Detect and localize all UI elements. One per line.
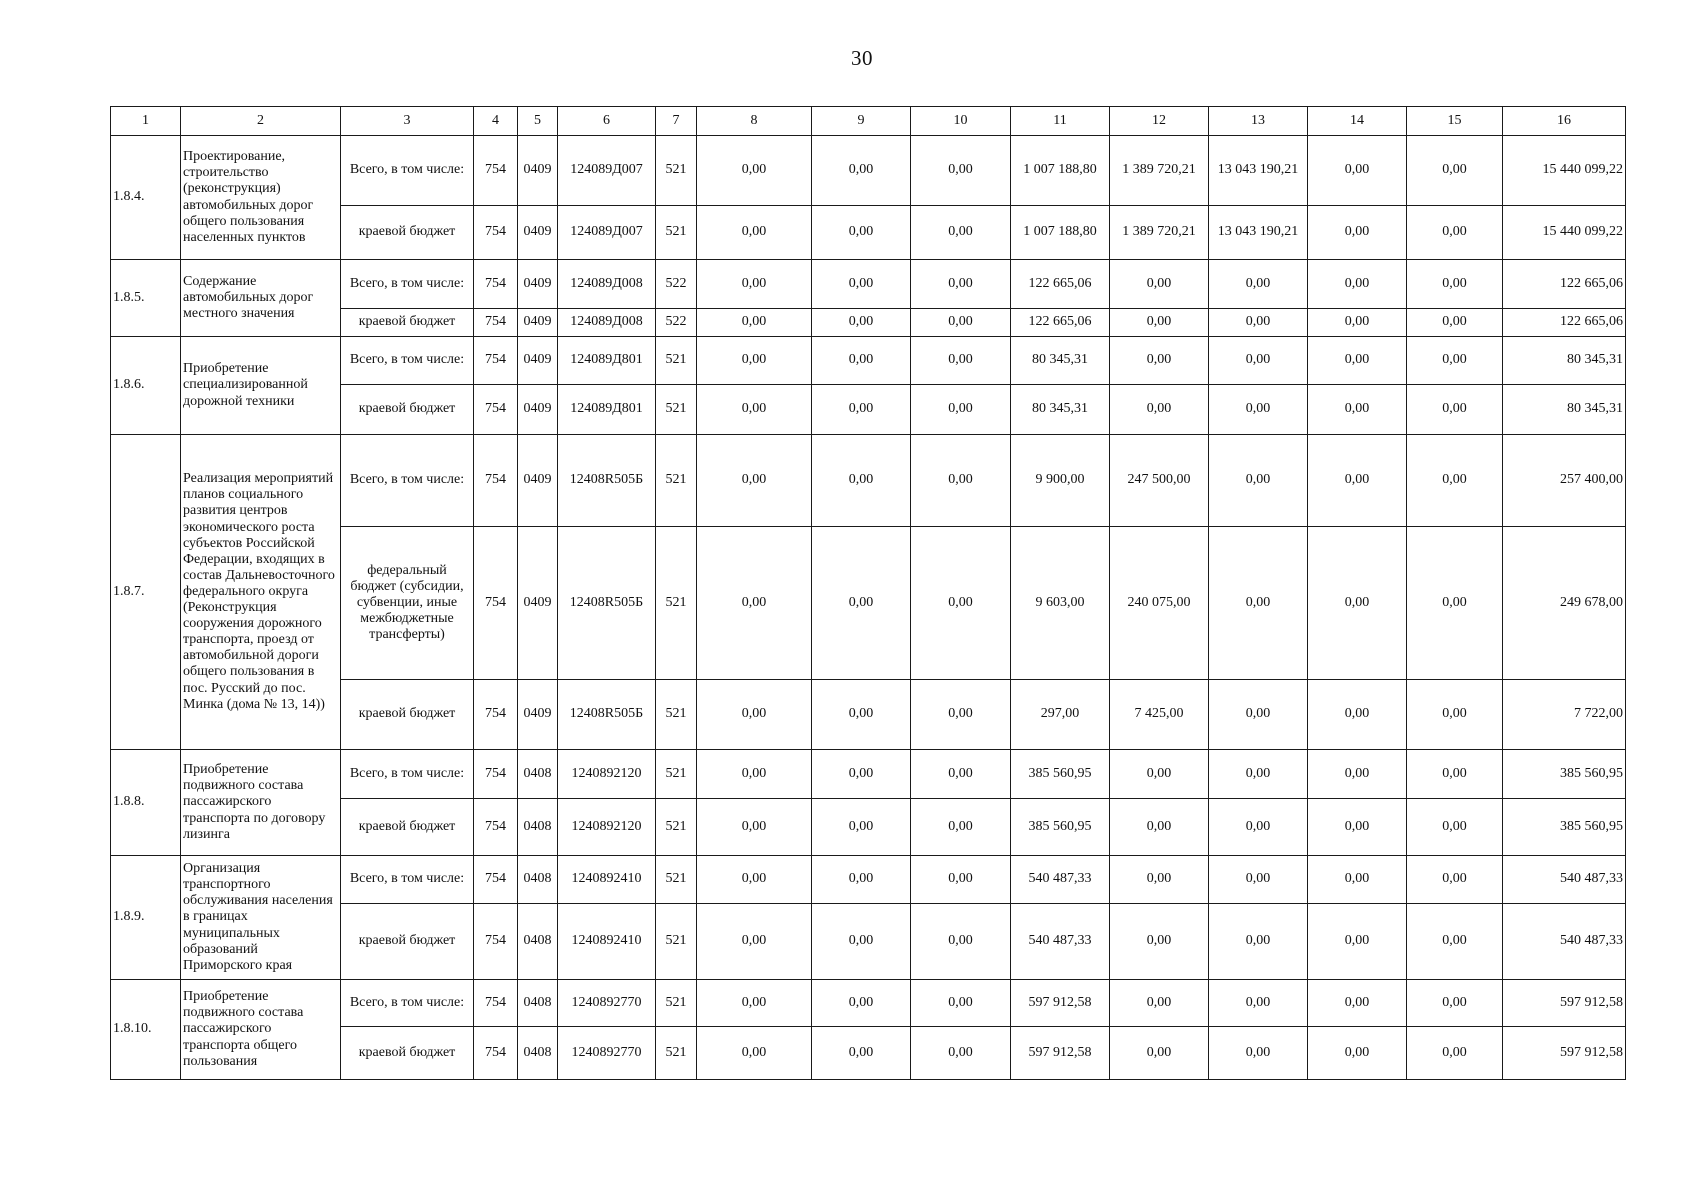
cell-c6: 12408R505Б — [558, 435, 656, 527]
cell-c13: 0,00 — [1209, 260, 1308, 309]
cell-c16: 385 560,95 — [1503, 799, 1626, 856]
cell-c8: 0,00 — [697, 136, 812, 206]
item-name: Приобретение специализированной дорожной техники — [181, 337, 341, 435]
cell-c10: 0,00 — [911, 680, 1011, 750]
cell-c7: 521 — [656, 904, 697, 980]
cell-c4: 754 — [474, 435, 518, 527]
item-number: 1.8.7. — [111, 435, 181, 750]
cell-c11: 80 345,31 — [1011, 337, 1110, 385]
cell-c14: 0,00 — [1308, 136, 1407, 206]
cell-c7: 521 — [656, 1027, 697, 1080]
page-number: 30 — [851, 46, 873, 70]
cell-c10: 0,00 — [911, 309, 1011, 337]
cell-c14: 0,00 — [1308, 680, 1407, 750]
table-row — [111, 750, 1626, 799]
cell-c8: 0,00 — [697, 309, 812, 337]
cell-c7: 521 — [656, 337, 697, 385]
item-name: Приобретение подвижного состава пассажирского транспорта общего пользования — [181, 980, 341, 1080]
cell-c15: 0,00 — [1407, 856, 1503, 904]
cell-c16: 15 440 099,22 — [1503, 136, 1626, 206]
column-header: 5 — [518, 107, 558, 136]
cell-c4: 754 — [474, 904, 518, 980]
cell-c13: 0,00 — [1209, 904, 1308, 980]
cell-c4: 754 — [474, 1027, 518, 1080]
cell-c10: 0,00 — [911, 750, 1011, 799]
cell-c5: 0408 — [518, 799, 558, 856]
cell-c4: 754 — [474, 980, 518, 1027]
cell-c7: 521 — [656, 385, 697, 435]
cell-c5: 0409 — [518, 680, 558, 750]
cell-c9: 0,00 — [812, 527, 911, 680]
cell-c7: 521 — [656, 435, 697, 527]
cell-c12: 247 500,00 — [1110, 435, 1209, 527]
funding-source: Всего, в том числе: — [341, 435, 474, 527]
cell-c6: 1240892770 — [558, 1027, 656, 1080]
cell-c11: 597 912,58 — [1011, 980, 1110, 1027]
funding-source: краевой бюджет — [341, 206, 474, 260]
cell-c15: 0,00 — [1407, 904, 1503, 980]
cell-c15: 0,00 — [1407, 435, 1503, 527]
cell-c8: 0,00 — [697, 799, 812, 856]
cell-c9: 0,00 — [812, 309, 911, 337]
cell-c8: 0,00 — [697, 1027, 812, 1080]
cell-c13: 0,00 — [1209, 385, 1308, 435]
cell-c16: 80 345,31 — [1503, 337, 1626, 385]
cell-c15: 0,00 — [1407, 206, 1503, 260]
cell-c13: 0,00 — [1209, 435, 1308, 527]
cell-c15: 0,00 — [1407, 309, 1503, 337]
cell-c10: 0,00 — [911, 337, 1011, 385]
cell-c15: 0,00 — [1407, 1027, 1503, 1080]
cell-c13: 0,00 — [1209, 680, 1308, 750]
column-number-row — [111, 107, 1626, 136]
cell-c14: 0,00 — [1308, 980, 1407, 1027]
cell-c15: 0,00 — [1407, 136, 1503, 206]
cell-c10: 0,00 — [911, 136, 1011, 206]
column-header: 16 — [1503, 107, 1626, 136]
cell-c7: 521 — [656, 856, 697, 904]
cell-c12: 0,00 — [1110, 980, 1209, 1027]
cell-c9: 0,00 — [812, 435, 911, 527]
cell-c11: 9 603,00 — [1011, 527, 1110, 680]
cell-c7: 522 — [656, 309, 697, 337]
cell-c6: 12408R505Б — [558, 680, 656, 750]
cell-c12: 0,00 — [1110, 904, 1209, 980]
cell-c13: 0,00 — [1209, 337, 1308, 385]
cell-c16: 540 487,33 — [1503, 904, 1626, 980]
cell-c15: 0,00 — [1407, 385, 1503, 435]
cell-c16: 15 440 099,22 — [1503, 206, 1626, 260]
cell-c11: 122 665,06 — [1011, 260, 1110, 309]
cell-c5: 0409 — [518, 309, 558, 337]
funding-source: краевой бюджет — [341, 1027, 474, 1080]
cell-c7: 521 — [656, 799, 697, 856]
table-row — [111, 856, 1626, 904]
cell-c8: 0,00 — [697, 527, 812, 680]
cell-c12: 240 075,00 — [1110, 527, 1209, 680]
cell-c8: 0,00 — [697, 435, 812, 527]
cell-c11: 80 345,31 — [1011, 385, 1110, 435]
funding-source: Всего, в том числе: — [341, 980, 474, 1027]
cell-c5: 0408 — [518, 904, 558, 980]
item-number: 1.8.9. — [111, 856, 181, 980]
cell-c14: 0,00 — [1308, 309, 1407, 337]
cell-c13: 13 043 190,21 — [1209, 136, 1308, 206]
cell-c15: 0,00 — [1407, 750, 1503, 799]
cell-c15: 0,00 — [1407, 680, 1503, 750]
column-header: 1 — [111, 107, 181, 136]
cell-c9: 0,00 — [812, 385, 911, 435]
column-header: 13 — [1209, 107, 1308, 136]
cell-c6: 12408R505Б — [558, 527, 656, 680]
cell-c13: 13 043 190,21 — [1209, 206, 1308, 260]
cell-c6: 1240892410 — [558, 856, 656, 904]
cell-c9: 0,00 — [812, 136, 911, 206]
cell-c9: 0,00 — [812, 750, 911, 799]
cell-c8: 0,00 — [697, 385, 812, 435]
cell-c6: 124089Д008 — [558, 309, 656, 337]
cell-c11: 540 487,33 — [1011, 856, 1110, 904]
cell-c13: 0,00 — [1209, 799, 1308, 856]
cell-c5: 0409 — [518, 206, 558, 260]
column-header: 7 — [656, 107, 697, 136]
cell-c16: 80 345,31 — [1503, 385, 1626, 435]
cell-c8: 0,00 — [697, 750, 812, 799]
cell-c6: 124089Д008 — [558, 260, 656, 309]
cell-c13: 0,00 — [1209, 527, 1308, 680]
cell-c12: 0,00 — [1110, 260, 1209, 309]
column-header: 6 — [558, 107, 656, 136]
cell-c10: 0,00 — [911, 904, 1011, 980]
cell-c11: 385 560,95 — [1011, 750, 1110, 799]
cell-c16: 7 722,00 — [1503, 680, 1626, 750]
cell-c5: 0409 — [518, 385, 558, 435]
cell-c6: 124089Д801 — [558, 337, 656, 385]
item-name: Организация транспортного обслуживания населения в границах муниципальных образований Приморского края — [181, 856, 341, 980]
cell-c5: 0409 — [518, 435, 558, 527]
cell-c14: 0,00 — [1308, 856, 1407, 904]
cell-c16: 540 487,33 — [1503, 856, 1626, 904]
cell-c12: 1 389 720,21 — [1110, 206, 1209, 260]
cell-c8: 0,00 — [697, 260, 812, 309]
cell-c8: 0,00 — [697, 680, 812, 750]
cell-c14: 0,00 — [1308, 337, 1407, 385]
cell-c16: 257 400,00 — [1503, 435, 1626, 527]
cell-c13: 0,00 — [1209, 309, 1308, 337]
cell-c5: 0408 — [518, 1027, 558, 1080]
cell-c13: 0,00 — [1209, 856, 1308, 904]
cell-c10: 0,00 — [911, 260, 1011, 309]
cell-c4: 754 — [474, 337, 518, 385]
funding-source: краевой бюджет — [341, 309, 474, 337]
cell-c15: 0,00 — [1407, 337, 1503, 385]
budget-table — [110, 106, 1626, 1080]
cell-c5: 0408 — [518, 750, 558, 799]
cell-c5: 0409 — [518, 337, 558, 385]
cell-c14: 0,00 — [1308, 206, 1407, 260]
cell-c14: 0,00 — [1308, 1027, 1407, 1080]
cell-c9: 0,00 — [812, 980, 911, 1027]
cell-c4: 754 — [474, 385, 518, 435]
cell-c4: 754 — [474, 206, 518, 260]
column-header: 9 — [812, 107, 911, 136]
cell-c14: 0,00 — [1308, 904, 1407, 980]
cell-c8: 0,00 — [697, 337, 812, 385]
cell-c9: 0,00 — [812, 799, 911, 856]
cell-c4: 754 — [474, 136, 518, 206]
cell-c4: 754 — [474, 309, 518, 337]
cell-c5: 0409 — [518, 136, 558, 206]
cell-c13: 0,00 — [1209, 750, 1308, 799]
funding-source: Всего, в том числе: — [341, 750, 474, 799]
cell-c6: 124089Д801 — [558, 385, 656, 435]
table-row — [111, 980, 1626, 1027]
cell-c11: 385 560,95 — [1011, 799, 1110, 856]
cell-c7: 521 — [656, 980, 697, 1027]
funding-source: Всего, в том числе: — [341, 337, 474, 385]
cell-c13: 0,00 — [1209, 1027, 1308, 1080]
cell-c10: 0,00 — [911, 980, 1011, 1027]
cell-c7: 521 — [656, 527, 697, 680]
column-header: 2 — [181, 107, 341, 136]
cell-c16: 597 912,58 — [1503, 1027, 1626, 1080]
cell-c9: 0,00 — [812, 1027, 911, 1080]
cell-c4: 754 — [474, 680, 518, 750]
cell-c9: 0,00 — [812, 680, 911, 750]
cell-c11: 597 912,58 — [1011, 1027, 1110, 1080]
cell-c16: 249 678,00 — [1503, 527, 1626, 680]
cell-c12: 0,00 — [1110, 750, 1209, 799]
table-row — [111, 260, 1626, 309]
cell-c13: 0,00 — [1209, 980, 1308, 1027]
cell-c7: 522 — [656, 260, 697, 309]
cell-c14: 0,00 — [1308, 260, 1407, 309]
cell-c14: 0,00 — [1308, 527, 1407, 680]
funding-source: краевой бюджет — [341, 385, 474, 435]
cell-c7: 521 — [656, 136, 697, 206]
cell-c7: 521 — [656, 750, 697, 799]
cell-c11: 1 007 188,80 — [1011, 136, 1110, 206]
cell-c15: 0,00 — [1407, 799, 1503, 856]
cell-c10: 0,00 — [911, 856, 1011, 904]
cell-c9: 0,00 — [812, 206, 911, 260]
cell-c5: 0408 — [518, 980, 558, 1027]
cell-c11: 297,00 — [1011, 680, 1110, 750]
column-header: 8 — [697, 107, 812, 136]
cell-c9: 0,00 — [812, 904, 911, 980]
cell-c16: 385 560,95 — [1503, 750, 1626, 799]
cell-c8: 0,00 — [697, 904, 812, 980]
cell-c14: 0,00 — [1308, 750, 1407, 799]
cell-c9: 0,00 — [812, 260, 911, 309]
cell-c6: 1240892120 — [558, 799, 656, 856]
cell-c6: 124089Д007 — [558, 206, 656, 260]
item-name: Приобретение подвижного состава пассажирского транспорта по договору лизинга — [181, 750, 341, 856]
cell-c7: 521 — [656, 206, 697, 260]
cell-c12: 0,00 — [1110, 337, 1209, 385]
cell-c11: 1 007 188,80 — [1011, 206, 1110, 260]
cell-c4: 754 — [474, 750, 518, 799]
table-row — [111, 337, 1626, 385]
cell-c8: 0,00 — [697, 206, 812, 260]
cell-c6: 124089Д007 — [558, 136, 656, 206]
cell-c10: 0,00 — [911, 385, 1011, 435]
cell-c12: 0,00 — [1110, 385, 1209, 435]
column-header: 4 — [474, 107, 518, 136]
cell-c8: 0,00 — [697, 980, 812, 1027]
cell-c5: 0408 — [518, 856, 558, 904]
funding-source: Всего, в том числе: — [341, 136, 474, 206]
cell-c15: 0,00 — [1407, 260, 1503, 309]
cell-c5: 0409 — [518, 527, 558, 680]
item-name: Содержание автомобильных дорог местного значения — [181, 260, 341, 337]
item-number: 1.8.10. — [111, 980, 181, 1080]
funding-source: федеральный бюджет (субсидии, субвенции, иные межбюджетные трансферты) — [341, 527, 474, 680]
cell-c12: 7 425,00 — [1110, 680, 1209, 750]
item-number: 1.8.5. — [111, 260, 181, 337]
funding-source: Всего, в том числе: — [341, 856, 474, 904]
column-header: 3 — [341, 107, 474, 136]
cell-c6: 1240892120 — [558, 750, 656, 799]
cell-c12: 0,00 — [1110, 309, 1209, 337]
column-header: 15 — [1407, 107, 1503, 136]
cell-c11: 9 900,00 — [1011, 435, 1110, 527]
cell-c11: 540 487,33 — [1011, 904, 1110, 980]
cell-c12: 1 389 720,21 — [1110, 136, 1209, 206]
cell-c9: 0,00 — [812, 337, 911, 385]
cell-c16: 597 912,58 — [1503, 980, 1626, 1027]
table-body — [111, 136, 1626, 1080]
cell-c6: 1240892770 — [558, 980, 656, 1027]
cell-c7: 521 — [656, 680, 697, 750]
cell-c10: 0,00 — [911, 206, 1011, 260]
cell-c10: 0,00 — [911, 435, 1011, 527]
item-number: 1.8.8. — [111, 750, 181, 856]
cell-c12: 0,00 — [1110, 1027, 1209, 1080]
cell-c5: 0409 — [518, 260, 558, 309]
funding-source: краевой бюджет — [341, 680, 474, 750]
cell-c12: 0,00 — [1110, 856, 1209, 904]
item-name: Проектирование, строительство (реконструкция) автомобильных дорог общего пользования населенных пунктов — [181, 136, 341, 260]
item-number: 1.8.4. — [111, 136, 181, 260]
funding-source: краевой бюджет — [341, 799, 474, 856]
cell-c10: 0,00 — [911, 799, 1011, 856]
cell-c14: 0,00 — [1308, 385, 1407, 435]
cell-c8: 0,00 — [697, 856, 812, 904]
column-header: 12 — [1110, 107, 1209, 136]
cell-c16: 122 665,06 — [1503, 309, 1626, 337]
cell-c14: 0,00 — [1308, 435, 1407, 527]
cell-c4: 754 — [474, 856, 518, 904]
cell-c12: 0,00 — [1110, 799, 1209, 856]
cell-c11: 122 665,06 — [1011, 309, 1110, 337]
cell-c14: 0,00 — [1308, 799, 1407, 856]
table-row — [111, 435, 1626, 527]
funding-source: Всего, в том числе: — [341, 260, 474, 309]
cell-c10: 0,00 — [911, 527, 1011, 680]
column-header: 10 — [911, 107, 1011, 136]
table-row — [111, 136, 1626, 206]
item-number: 1.8.6. — [111, 337, 181, 435]
cell-c4: 754 — [474, 527, 518, 680]
funding-source: краевой бюджет — [341, 904, 474, 980]
column-header: 11 — [1011, 107, 1110, 136]
cell-c10: 0,00 — [911, 1027, 1011, 1080]
cell-c4: 754 — [474, 260, 518, 309]
cell-c15: 0,00 — [1407, 980, 1503, 1027]
cell-c16: 122 665,06 — [1503, 260, 1626, 309]
cell-c4: 754 — [474, 799, 518, 856]
column-header: 14 — [1308, 107, 1407, 136]
cell-c15: 0,00 — [1407, 527, 1503, 680]
item-name: Реализация мероприятий планов социального развития центров экономического роста субъектов Российской Федерации, входящих в состав Дальневосточного федерального округа (Реконструкция сооружения дорожного транспорта, проезд от автомобильной дороги общего пользования в пос. Русский до пос. Минка (дома № 13, 14)) — [181, 435, 341, 750]
cell-c6: 1240892410 — [558, 904, 656, 980]
cell-c9: 0,00 — [812, 856, 911, 904]
